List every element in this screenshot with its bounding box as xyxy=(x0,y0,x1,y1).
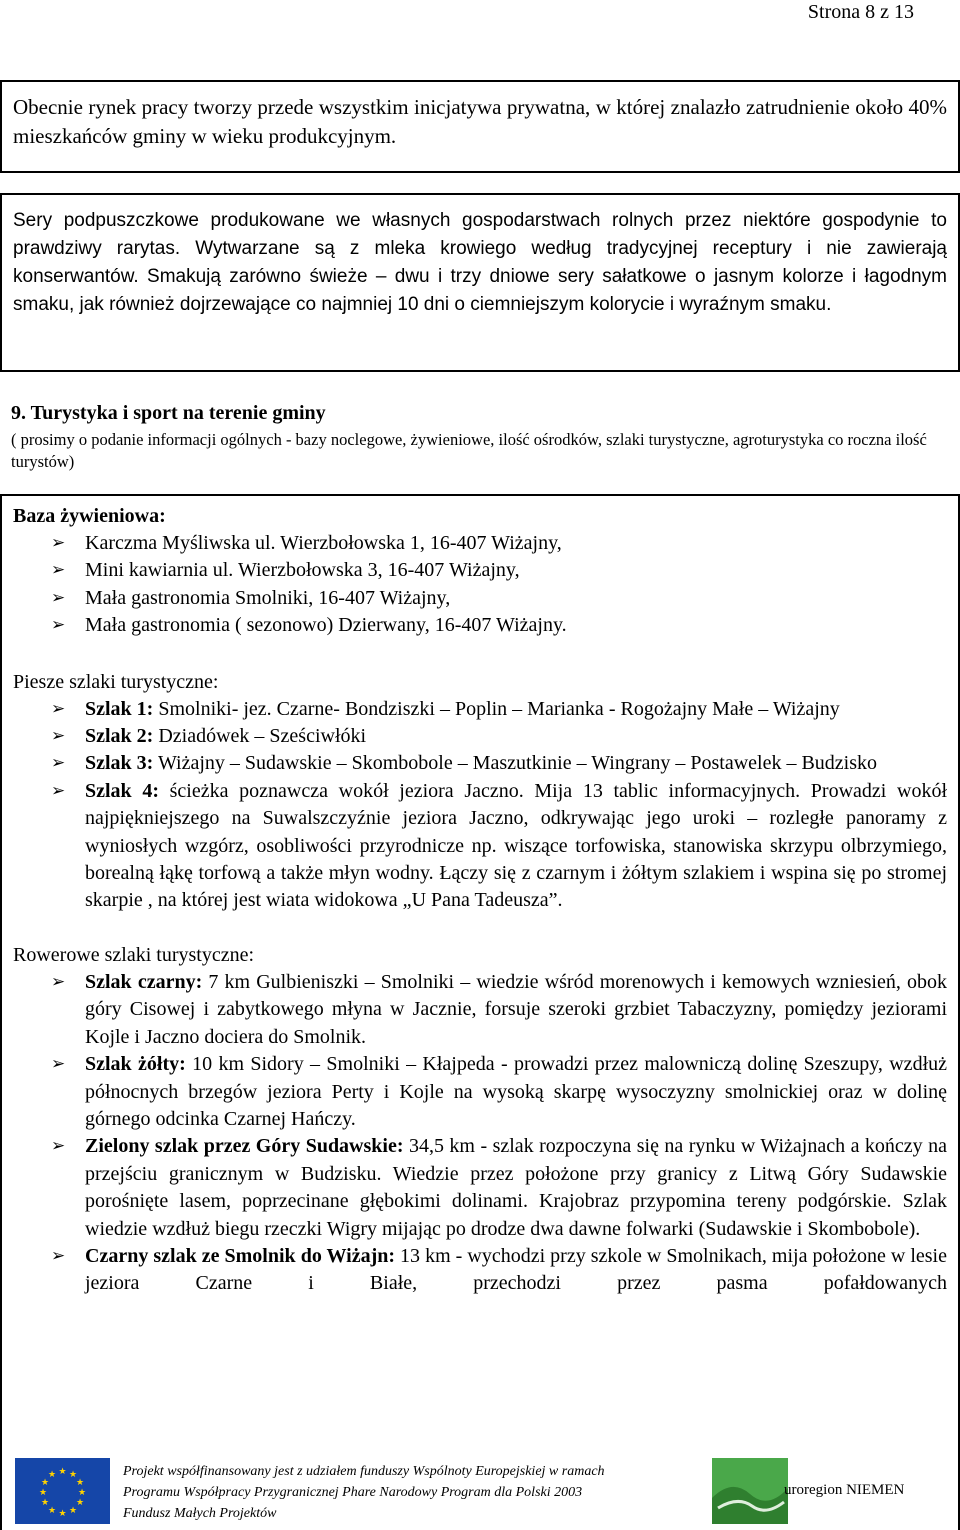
labor-market-text: Obecnie rynek pracy tworzy przede wszystkim inicjatywa prywatna, w której znalazło zatrudnienie około 40% mieszkańców gminy w wieku produkcyjnym. xyxy=(13,95,947,148)
eu-flag-graphic xyxy=(15,1458,110,1524)
section-9 xyxy=(11,399,951,473)
food-heading: Baza żywieniowa: xyxy=(13,505,166,527)
cheese-text-b: Smakują zarówno świeże – dwu i trzy dniowe sery sałatkowe o jasnym kolorze i łagodnym smaku, jak również dojrzewające co najmniej 10 dni o ciemniejszym kolorycie i wyraźnym smaku. xyxy=(13,266,947,315)
food-list xyxy=(13,530,947,640)
svg-text:★: ★ xyxy=(38,1488,48,1498)
euroregion-logo-graphic xyxy=(712,1458,788,1524)
footer-line-2: Programu Współpracy Przygranicznej Phare Narodowy Program dla Polski 2003 xyxy=(123,1485,583,1500)
arrow-bullet-icon: ➢ xyxy=(51,615,66,636)
list-item: ➢ Mała gastronomia ( sezonowo) Dzierwany, 16-407 Wiżajny. xyxy=(13,612,947,639)
arrow-bullet-icon: ➢ xyxy=(51,533,66,553)
svg-text:★: ★ xyxy=(75,1478,85,1488)
svg-text:★: ★ xyxy=(75,1498,85,1508)
list-item: ➢ Szlak czarny: 7 km Gulbieniszki – Smolniki – wiedzie wśród morenowych i kemowych wzniesień, obok góry Cisowej i zabytkowego młyna w Jacznie, forsuje szeroki grzbiet Tabaczyzny, pomiędzy jeziorami Kojle i Jaczno dociera do Smolnik. xyxy=(51,970,948,1048)
bike-heading: Rowerowe szlaki turystyczne: xyxy=(13,943,255,966)
svg-text:★: ★ xyxy=(68,1470,78,1480)
euroregion-logo-icon xyxy=(712,1458,788,1524)
section-9-title: 9. Turystyka i sport na terenie gminy xyxy=(11,402,326,424)
footer-line-3: Fundusz Małych Projektów xyxy=(123,1506,277,1521)
euroregion-text: uroregion NIEMEN xyxy=(784,1482,905,1498)
list-item: ➢ Czarny szlak ze Smolnik do Wiżajn: 13 km - wychodzi przy szkole w Smolnikach, mija położone w lesie jeziora Czarne i Białe, przechodzi przez pasma pofałdowanych xyxy=(51,1244,947,1295)
bike-list xyxy=(13,969,947,1298)
page-number: Strona 8 z 13 xyxy=(807,1,914,23)
cheese-text-a: Sery podpuszczkowe produkowane we własnych gospodarstwach rolnych przez niektóre gospodynie to prawdziwy rarytas. Wytwarzane są z mleka krowiego według tradycyjnej receptury i nie zawierają konserwantów. xyxy=(13,210,947,287)
footer-line-1: Projekt współfinansowany jest z udziałem funduszy Wspólnoty Europejskiej w ramach xyxy=(123,1464,605,1479)
arrow-bullet-icon: ➢ xyxy=(51,971,66,992)
list-item: ➢ Szlak 1: Smolniki- jez. Czarne- Bondziszki – Poplin – Marianka - Rogożajny Małe – Wiżajny xyxy=(13,696,947,723)
arrow-bullet-icon: ➢ xyxy=(51,753,66,774)
footer xyxy=(0,1455,960,1530)
arrow-bullet-icon: ➢ xyxy=(51,698,66,719)
svg-text:★: ★ xyxy=(47,1506,57,1516)
eu-flag-icon xyxy=(15,1458,110,1524)
list-item: ➢ Zielony szlak przez Góry Sudawskie: 34,5 km - szlak rozpoczyna się na rynku w Wiżajnach a kończy na przejściu granicznym w Budzisku. Wiedzie przez położone przy granicy z Litwą Góry Sudawskie porośnięte lasem, poprzecinane głębokimi dolinami. Krajobraz przypomina tereny podgórskie. Szlak wiedzie wzdłuż biegu rzeczki Wigry mijając po drodze dwa dawne folwarki (Sudawskie i Skombobole). xyxy=(51,1135,947,1240)
labor-market-box xyxy=(0,80,960,173)
section-9-note: ( prosimy o podanie informacji ogólnych - bazy noclegowe, żywieniowe, ilość ośrodków, szlaki turystyczne, agroturystyka co roczna ilość turystów) xyxy=(11,430,927,471)
svg-text:★: ★ xyxy=(47,1470,57,1480)
svg-text:★: ★ xyxy=(40,1478,50,1488)
list-item: ➢ Mała gastronomia Smolniki, 16-407 Wiżajny, xyxy=(13,585,947,612)
svg-text:★: ★ xyxy=(68,1506,78,1516)
svg-text:★: ★ xyxy=(77,1488,87,1498)
svg-text:★: ★ xyxy=(40,1498,50,1508)
cheese-box xyxy=(0,193,960,372)
svg-text:★: ★ xyxy=(58,1509,67,1519)
cheese-text xyxy=(13,207,947,319)
list-item: ➢ Mini kawiarnia ul. Wierzbołowska 3, 16-407 Wiżajny, xyxy=(13,557,947,584)
arrow-bullet-icon: ➢ xyxy=(51,1054,66,1075)
tourism-box xyxy=(0,494,960,1530)
walking-heading: Piesze szlaki turystyczne: xyxy=(13,670,219,693)
arrow-bullet-icon: ➢ xyxy=(51,560,66,581)
footer-text xyxy=(123,1461,723,1524)
svg-text:★: ★ xyxy=(58,1467,67,1477)
list-item: ➢ Szlak żółty: 10 km Sidory – Smolniki – Kłajpeda - prowadzi przez malowniczą dolinę Szeszupy, wzdłuż północnych brzegów jeziora Perty i Kojle na wysoką skarpę wysoczyzny smolnickiej oraz w dolinę górnego odcinka Czarnej Hańczy. xyxy=(51,1053,947,1130)
arrow-bullet-icon: ➢ xyxy=(51,726,66,747)
walking-list xyxy=(13,696,947,915)
arrow-bullet-icon: ➢ xyxy=(51,1245,66,1266)
arrow-bullet-icon: ➢ xyxy=(51,780,66,801)
arrow-bullet-icon: ➢ xyxy=(51,587,66,608)
list-item: ➢ Szlak 2: Dziadówek – Sześciwłóki xyxy=(13,723,947,750)
list-item: ➢ Szlak 3: Wiżajny – Sudawskie – Skombobole – Maszutkinie – Wingrany – Postawelek – Budzisko xyxy=(13,750,947,777)
list-item: ➢ Szlak 4: ścieżka poznawcza wokół jeziora Jaczno. Mija 13 tablic informacyjnych. Prowadzi wokół najpiękniejszego na Suwalszczyźnie jeziora Jaczno, odkrywając jego uroki – rozległe panoramy z wyniosłych wzgórz, osobliwości przyrodnicze np. wiszące torfowiska, stanowiska skrzypu olbrzymiego, borealną łąkę torfową a także młyn wodny. Łączy się z czarnym i żółtym szlakiem i wspina się po stromej skarpie , na której jest wiata widokowa „U Pana Tadeusza”. xyxy=(51,779,947,912)
arrow-bullet-icon: ➢ xyxy=(51,1136,66,1157)
list-item: ➢ Karczma Myśliwska ul. Wierzbołowska 1, 16-407 Wiżajny, xyxy=(13,530,947,557)
